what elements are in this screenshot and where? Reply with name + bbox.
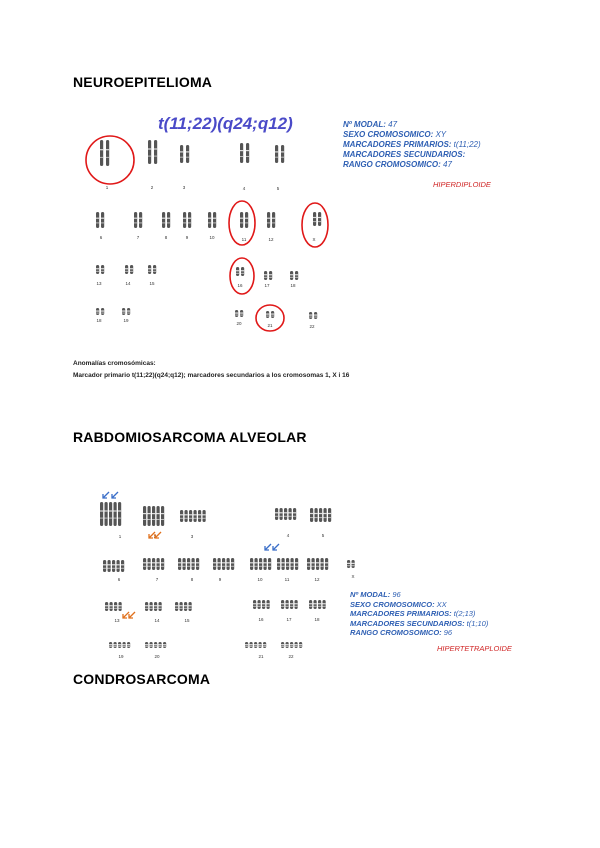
marker-arrow-icon [112,492,118,498]
chromosome [121,560,124,572]
chromosome [196,558,199,570]
chromosome [143,506,146,526]
chromosome-group [309,312,317,319]
chromosome [152,558,155,570]
chromosome-group [235,310,243,317]
chromosome [119,602,122,611]
highlight-circle [86,136,134,184]
chromosome-number-label: 18 [290,283,296,288]
chromosome [218,558,221,570]
chromosome-group [148,265,156,274]
chromosome-number-label: 3 [190,534,194,539]
chromosome-number-label: 6 [117,577,121,582]
chromosome [246,143,249,163]
chromosome [250,558,253,570]
chromosome-group [347,560,355,568]
chromosome-number-label: X [351,574,355,579]
chromosome-number-label: 15 [149,281,155,286]
chromosome [184,602,187,611]
chromosome [269,271,272,280]
chromosome-group [134,212,142,228]
chromosome [307,558,310,570]
chromosome [162,212,165,228]
chromosome [108,560,111,572]
chromosome-group [180,145,189,163]
chromosome [148,140,151,164]
chromosome-group [275,145,284,163]
chromosome-group [309,600,326,609]
chromosome [231,558,234,570]
chromosome [253,600,256,609]
chromosome-number-label: 4 [242,186,246,191]
chromosome-group [178,558,199,570]
chromosome-group [240,212,248,228]
chromosome [275,508,278,520]
chromosome-number-label: 18 [96,318,102,323]
chromosome [245,212,248,228]
chromosome-group [96,265,104,274]
info-line: MARCADORES PRIMARIOS: t(2;13) [350,609,476,619]
chromosome [208,212,211,228]
chromosome-number-label: X [312,237,316,242]
chromosome [106,140,109,166]
chromosome [313,212,316,226]
chromosome-number-label: 8 [190,577,194,582]
chromosome [281,145,284,163]
chromosome [180,602,183,611]
chromosome [100,140,103,166]
chromosome-number-label: 12 [268,237,274,242]
chromosome [180,145,183,163]
chromosome [255,558,258,570]
chromosome-group [143,506,164,526]
chromosome [324,508,327,522]
chromosome [117,560,120,572]
chromosome [290,600,293,609]
chromosome-number-label: 10 [257,577,263,582]
chromosome [325,558,328,570]
chromosome-number-label: 10 [209,235,215,240]
chromosome [240,212,243,228]
chromosome [293,508,296,520]
chromosome [114,502,117,526]
chromosome [310,508,313,522]
chromosome-group [313,212,321,226]
info-line: SEXO CROMOSOMICO: XY [343,130,447,139]
chromosome [318,212,321,226]
chromosome-group [267,212,275,228]
chromosome-group [208,212,216,228]
chromosome-group [162,212,170,228]
chromosome-number-label: 3 [182,185,186,190]
chromosome [240,143,243,163]
chromosome [148,558,151,570]
chromosome [167,212,170,228]
chromosome-number-label: 19 [123,318,129,323]
chromosome-group [213,558,234,570]
chromosome-group [96,308,104,315]
chromosome-group [125,265,133,274]
chromosome-group [175,602,192,611]
info-line: Nº MODAL: 47 [343,120,398,129]
section-title-rabdomiosarcoma: RABDOMIOSARCOMA ALVEOLAR [73,429,307,445]
anomalias-block [73,358,349,382]
chromosome [154,602,157,611]
chromosome-group [277,558,298,570]
chromosome-number-label: 13 [96,281,102,286]
cytogenetic-info-neuroepitelioma [343,120,481,170]
anomalias-title: Anomalías cromosómicas: [73,360,156,367]
info-line: SEXO CROMOSOMICO: XX [350,599,447,609]
chromosome [268,558,271,570]
chromosome-number-label: 17 [286,617,292,622]
chromosome [312,558,315,570]
marker-arrow-icon [129,612,135,618]
chromosome [227,558,230,570]
marker-arrow-icon [123,612,129,618]
chromosome-number-label: 22 [309,324,315,329]
info-line: MARCADORES SECUNDARIOS: [343,150,466,159]
chromosome [189,602,192,611]
chromosome [159,602,162,611]
chromosome [286,558,289,570]
chromosome [323,600,326,609]
chromosome [236,267,239,276]
chromosome-number-label: 4 [286,533,290,538]
section-title-neuroepitelioma: NEUROEPITELIOMA [73,74,213,90]
chromosome [101,212,104,228]
chromosome-number-label: 1 [118,534,122,539]
chromosome [161,506,164,526]
chromosome [100,502,103,526]
chromosome-group [143,558,164,570]
chromosome-group [145,642,166,648]
chromosome-number-label: 19 [118,654,124,659]
chromosome [101,265,104,274]
chromosome-group [100,140,109,166]
info-line: MARCADORES SECUNDARIOS: t(1;10) [350,618,489,628]
chromosome-group [180,510,206,522]
chromosome-group [148,140,157,164]
chromosome [241,267,244,276]
info-line: MARCADORES PRIMARIOS: t(11;22) [343,140,481,149]
chromosome-number-label: 8 [164,235,168,240]
chromosome-number-label: 15 [184,618,190,623]
chromosome [118,502,121,526]
chromosome-number-label: 21 [258,654,264,659]
chromosome-group [275,508,296,520]
chromosome [180,510,183,522]
chromosome [189,510,192,522]
chromosome-group [264,271,272,280]
chromosome-group [307,558,328,570]
chromosome-number-label: 6 [99,235,103,240]
chromosome [213,558,216,570]
marker-arrow-icon [103,492,109,498]
chromosome [259,558,262,570]
marker-arrow-icon [265,544,271,550]
chromosome [157,558,160,570]
chromosome-group [183,212,191,228]
chromosome-group [250,558,271,570]
chromosome [264,271,267,280]
chromosome-number-label: 18 [314,617,320,622]
chromosome-number-label: 7 [136,235,140,240]
chromosome [272,212,275,228]
chromosome [316,558,319,570]
chromosome-group [245,642,266,648]
chromosome [319,508,322,522]
chromosome [105,602,108,611]
chromosome [187,558,190,570]
chromosome-number-label: 16 [258,617,264,622]
chromosome [277,558,280,570]
chromosome-group [122,308,130,315]
chromosome-group [105,602,122,611]
chromosome [183,212,186,228]
chromosome [183,558,186,570]
karyotype-rabdomiosarcoma [95,488,365,668]
chromosome-number-label: 16 [237,283,243,288]
chromosome [318,600,321,609]
chromosome [295,558,298,570]
chromosome-group [290,271,298,280]
chromosome-group [266,311,274,318]
chromosome [175,602,178,611]
info-line: Nº MODAL: 96 [350,590,401,599]
chromosome-number-label: 5 [276,186,280,191]
chromosome-group [281,642,302,648]
chromosome-group [281,600,298,609]
chromosome [284,508,287,520]
chromosome-number-label: 11 [241,237,247,242]
highlight-circle [230,258,254,294]
chromosome [96,265,99,274]
section-title-condrosarcoma: CONDROSARCOMA [73,671,211,687]
chromosome [192,558,195,570]
chromosome [258,600,261,609]
chromosome-number-label: 14 [154,618,160,623]
chromosome [148,265,151,274]
chromosome [194,510,197,522]
chromosome [188,212,191,228]
chromosome [203,510,206,522]
chromosome-number-label: 5 [321,533,325,538]
marker-arrow-icon [273,544,279,550]
chromosome [125,265,128,274]
chromosome-number-label: 11 [284,577,290,582]
chromosome-number-label: 20 [154,654,160,659]
chromosome [314,600,317,609]
chromosome [114,602,117,611]
chromosome-number-label: 2 [153,534,157,539]
chromosome [321,558,324,570]
chromosome-number-label: 9 [185,235,189,240]
chromosome [178,558,181,570]
chromosome-number-label: 2 [150,185,154,190]
chromosome [275,145,278,163]
chromosome-number-label: 20 [236,321,242,326]
chromosome [148,506,151,526]
ploidy-label: HIPERDIPLOIDE [433,180,491,189]
cytogenetic-info-rabdomiosarcoma [350,590,488,638]
chromosome [328,508,331,522]
chromosome-group [236,267,244,276]
ploidy-label: HIPERTETRAPLOIDE [437,644,512,653]
chromosome-group [240,143,249,163]
chromosome [280,508,283,520]
chromosome [282,558,285,570]
chromosome-number-label: 13 [114,618,120,623]
chromosome [145,602,148,611]
chromosome [286,600,289,609]
chromosome-group [145,602,162,611]
info-line: RANGO CROMOSOMICO: 96 [350,628,453,638]
chromosome [291,558,294,570]
chromosome-number-label: 21 [267,323,273,328]
chromosome [267,600,270,609]
chromosome [103,560,106,572]
chromosome [295,271,298,280]
chromosome-number-label: 7 [155,577,159,582]
chromosome [267,212,270,228]
chromosome [150,602,153,611]
chromosome [161,558,164,570]
chromosome [213,212,216,228]
chromosome [186,145,189,163]
chromosome [152,506,155,526]
chromosome [110,602,113,611]
chromosome [309,600,312,609]
chromosome-group [96,212,104,228]
chromosome [281,600,284,609]
chromosome-group [100,502,121,526]
chromosome-number-label: 14 [125,281,131,286]
chromosome-group [253,600,270,609]
chromosome-group [103,560,124,572]
chromosome-group [109,642,130,648]
chromosome-group [310,508,331,522]
chromosome [262,600,265,609]
chromosome-number-label: 17 [264,283,270,288]
chromosome-number-label: 9 [218,577,222,582]
chromosome-number-label: 22 [288,654,294,659]
chromosome [198,510,201,522]
chromosome-number-label: 1 [105,185,109,190]
karyotype-neuroepitelioma [80,100,340,335]
chromosome [105,502,108,526]
chromosome [96,212,99,228]
chromosome [222,558,225,570]
chromosome-number-label: 12 [314,577,320,582]
chromosome [157,506,160,526]
chromosome [112,560,115,572]
chromosome [264,558,267,570]
translocation-formula: t(11;22)(q24;q12) [158,114,293,133]
chromosome [134,212,137,228]
chromosome [295,600,298,609]
info-line: RANGO CROMOSOMICO: 47 [343,160,452,169]
anomalias-text: Marcador primario t(11;22)(q24;q12); marcadores secundarios a los cromosomas 1, X i 16 [73,372,350,379]
chromosome [290,271,293,280]
chromosome [130,265,133,274]
chromosome [153,265,156,274]
chromosome [185,510,188,522]
chromosome [289,508,292,520]
chromosome [139,212,142,228]
chromosome [143,558,146,570]
chromosome [109,502,112,526]
chromosome [315,508,318,522]
chromosome [154,140,157,164]
